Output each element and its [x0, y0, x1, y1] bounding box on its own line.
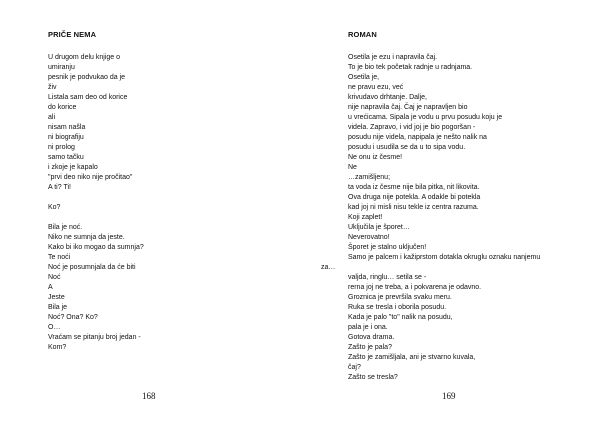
poem-line: Osetila je,: [348, 74, 380, 81]
poem-line: Bila je: [48, 304, 68, 311]
poem-line: Kada je palo "to" nalik na posudu,: [348, 314, 453, 321]
poem-line: rerna joj ne treba, a i pokvarena je odavno.: [348, 284, 482, 291]
poem-line: A: [48, 284, 53, 291]
poem-line: ne pravu ezu, već: [348, 84, 404, 91]
poem-line: ta voda iz česme nije bila pitka, nit likovita.: [348, 184, 480, 191]
poem-line: Ruka se tresla i oborila posudu.: [348, 304, 447, 311]
poem-line: To je bio tek početak radnje u radnjama.: [348, 64, 473, 71]
right-page: [300, 0, 600, 428]
poem-line: ali: [48, 114, 56, 121]
poem-line: Noć je posumnjala da će biti: [48, 264, 136, 271]
poem-line: Zašto se tresla?: [348, 374, 398, 381]
poem-line: Noć? Ona? Ko?: [48, 314, 98, 321]
poem-body: [48, 53, 144, 353]
poem-line: Šporet je stalno uključen!: [348, 244, 427, 251]
poem-line: Niko ne sumnja da jeste.: [48, 234, 125, 241]
poem-title: PRIČE NEMA: [48, 30, 97, 39]
poem-line: samo tačku: [48, 154, 84, 161]
poem-line: za…: [321, 264, 336, 271]
poem-line: "prvi deo niko nije pročitao": [48, 174, 133, 181]
poem-line: …zamišljenu;: [348, 174, 391, 181]
poem-line: Uključila je šporet…: [348, 224, 410, 231]
poem-line: Neverovatno!: [348, 234, 390, 241]
poem-line: nisam našla: [48, 124, 86, 131]
poem-line: Kako bi iko mogao da sumnja?: [48, 244, 144, 251]
poem-line: Ne: [348, 164, 357, 171]
stanza-gap: [48, 213, 144, 223]
poem-line: Koji zaplet!: [348, 214, 383, 221]
poem-line: živ: [48, 84, 57, 91]
poem-body: [321, 53, 541, 383]
poem-line: nije napravila čaj. Čaj je napravljen bio: [348, 104, 468, 111]
stanza-gap: [48, 193, 144, 203]
poem-line: Ne onu iz česme!: [348, 154, 403, 161]
poem-line: u vrećicama. Sipala je vodu u prvu posudu koju je: [348, 114, 503, 121]
poem-line: i zkoje je kapalo: [48, 164, 98, 171]
poem-line: Groznica je prevršila svaku meru.: [348, 294, 452, 301]
poem-line: krivudavo drhtanje. Dalje,: [348, 94, 427, 101]
poem-line: Listala sam deo od korice: [48, 94, 128, 101]
poem-line: pala je i ona.: [348, 324, 388, 331]
poem-line: Zašto je pala?: [348, 344, 392, 351]
poem-line: valjda, ringlu… setila se -: [348, 274, 427, 281]
poem-line: Bila je noć.: [48, 224, 83, 231]
poem-line: posudu i usudila se da u to sipa vodu.: [348, 144, 466, 151]
poem-line: Vraćam se pitanju broj jedan -: [48, 334, 141, 341]
poem-line: umiranju: [48, 64, 75, 71]
poem-line: Gotova drama.: [348, 334, 395, 341]
poem-line: pesnik je podvukao da je: [48, 74, 126, 81]
poem-line: Ova druga nije potekla. A odakle bi potekla: [348, 194, 481, 201]
poem-line: Ko?: [48, 204, 61, 211]
poem-line: videla. Zapravo, i vid joj je bio pogoršan -: [348, 124, 476, 131]
poem-line: kad joj ni misli nisu tekle iz centra razuma.: [348, 204, 479, 211]
poem-line: Noć: [48, 274, 61, 281]
poem-line: do korice: [48, 104, 77, 111]
poem-line: Osetila je ezu i napravila čaj.: [348, 54, 438, 61]
poem-line: ni prolog: [48, 144, 75, 151]
poem-line: Jeste: [48, 294, 65, 301]
poem-line: O…: [48, 324, 61, 331]
page-number-left: 168: [142, 391, 156, 401]
page-number-right: 169: [442, 391, 456, 401]
poem-line: Kom?: [48, 344, 67, 351]
poem-line: A ti? Ti!: [48, 184, 71, 191]
poem-line: čaj?: [348, 364, 361, 371]
poem-line: Samo je palcem i kažiprstom dotakla okruglu oznaku nanjemu: [348, 254, 541, 261]
poem-line: Te noći: [48, 254, 71, 261]
poem-line: ni biografiju: [48, 134, 84, 141]
poem-line: U drugom delu knjige o: [48, 54, 120, 61]
poem-line: posudu nije videla, napipala je nešto nalik na: [348, 134, 487, 141]
poem-line: Zašto je zamišljala, ani je stvarno kuvala,: [348, 354, 476, 361]
poem-title: ROMAN: [348, 30, 377, 39]
